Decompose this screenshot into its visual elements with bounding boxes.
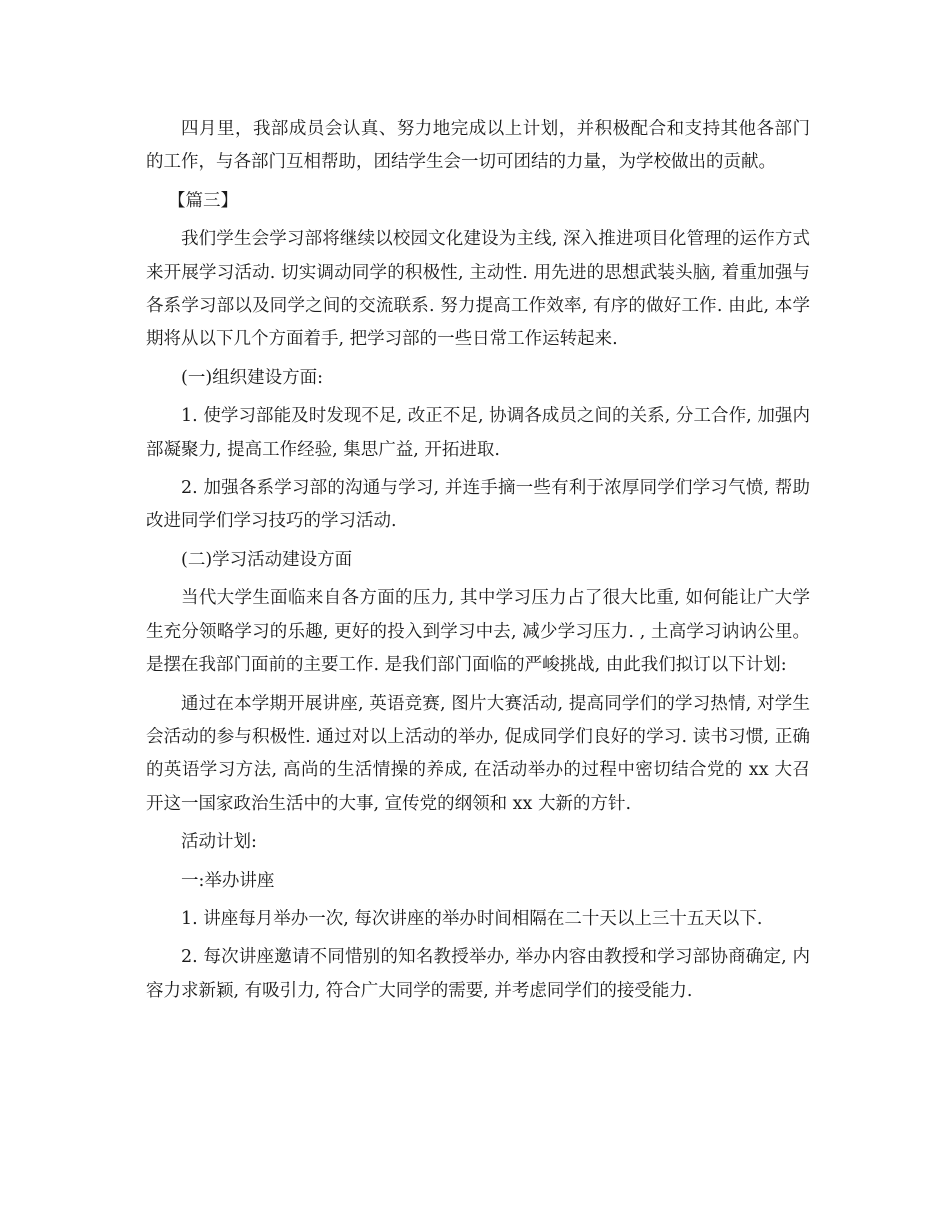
section-heading-part-three: 【篇三】 [168,190,238,211]
list-item-organization-1: 1. 使学习部能及时发现不足, 改正不足, 协调各成员之间的关系, 分工合作, 加强内部凝聚力, 提高工作经验, 集思广益, 开拓进取. [146,406,810,460]
subheading-organization: (一)组织建设方面: [181,367,324,388]
list-item-lectures-2: 2. 每次讲座邀请不同惜别的知名教授举办, 举办内容由教授和学习部协商确定, 内容力求新颖, 有吸引力, 符合广大同学的需要, 并考虑同学们的接受能力. [146,947,810,1001]
list-item-lectures-1: 1. 讲座每月举办一次, 每次讲座的举办时间相隔在二十天以上三十五天以下. [181,908,763,929]
paragraph-pressure: 当代大学生面临来自各方面的压力, 其中学习压力占了很大比重, 如何能让广大学生充分领略学习的乐趣, 更好的投入到学习中去, 减少学习压力. , 土高学习讷讷公里。是摆在我部门面前的主要工作. 是我们部门面临的严峻挑战, 由此我们拟订以下计划: [146,588,810,676]
subheading-activity-plan: 活动计划: [181,832,257,853]
document-body [146,113,810,1013]
subheading-study-activities: (二)学习活动建设方面 [181,549,353,570]
paragraph-april-summary: 四月里，我部成员会认真、努力地完成以上计划，并积极配合和支持其他各部门的工作，与各部门互相帮助，团结学生会一切可团结的力量，为学校做出的贡献。 [146,119,810,173]
subheading-hold-lectures: 一:举办讲座 [181,870,275,891]
list-item-organization-2: 2. 加强各系学习部的沟通与学习, 并连手摘一些有利于浓厚同学们学习气愤, 帮助改进同学们学习技巧的学习活动. [146,478,810,532]
paragraph-lectures-overview: 通过在本学期开展讲座, 英语竞赛, 图片大赛活动, 提高同学们的学习热情, 对学生会活动的参与积极性. 通过对以上活动的举办, 促成同学们良好的学习. 读书习惯, 正确的英语学习方法, 高尚的生活情操的养成, 在活动举办的过程中密切结合党的 xx 大召开这一国家政治生活中的大事, 宣传党的纲领和 xx 大新的方针. [146,693,810,814]
paragraph-intro: 我们学生会学习部将继续以校园文化建设为主线, 深入推进项目化管理的运作方式来开展学习活动. 切实调动同学的积极性, 主动性. 用先进的思想武装头脑, 着重加强与各系学习部以及同学之间的交流联系. 努力提高工作效率, 有序的做好工作. 由此, 本学期将从以下几个方面着手, 把学习部的一些日常工作运转起来. [146,229,810,350]
